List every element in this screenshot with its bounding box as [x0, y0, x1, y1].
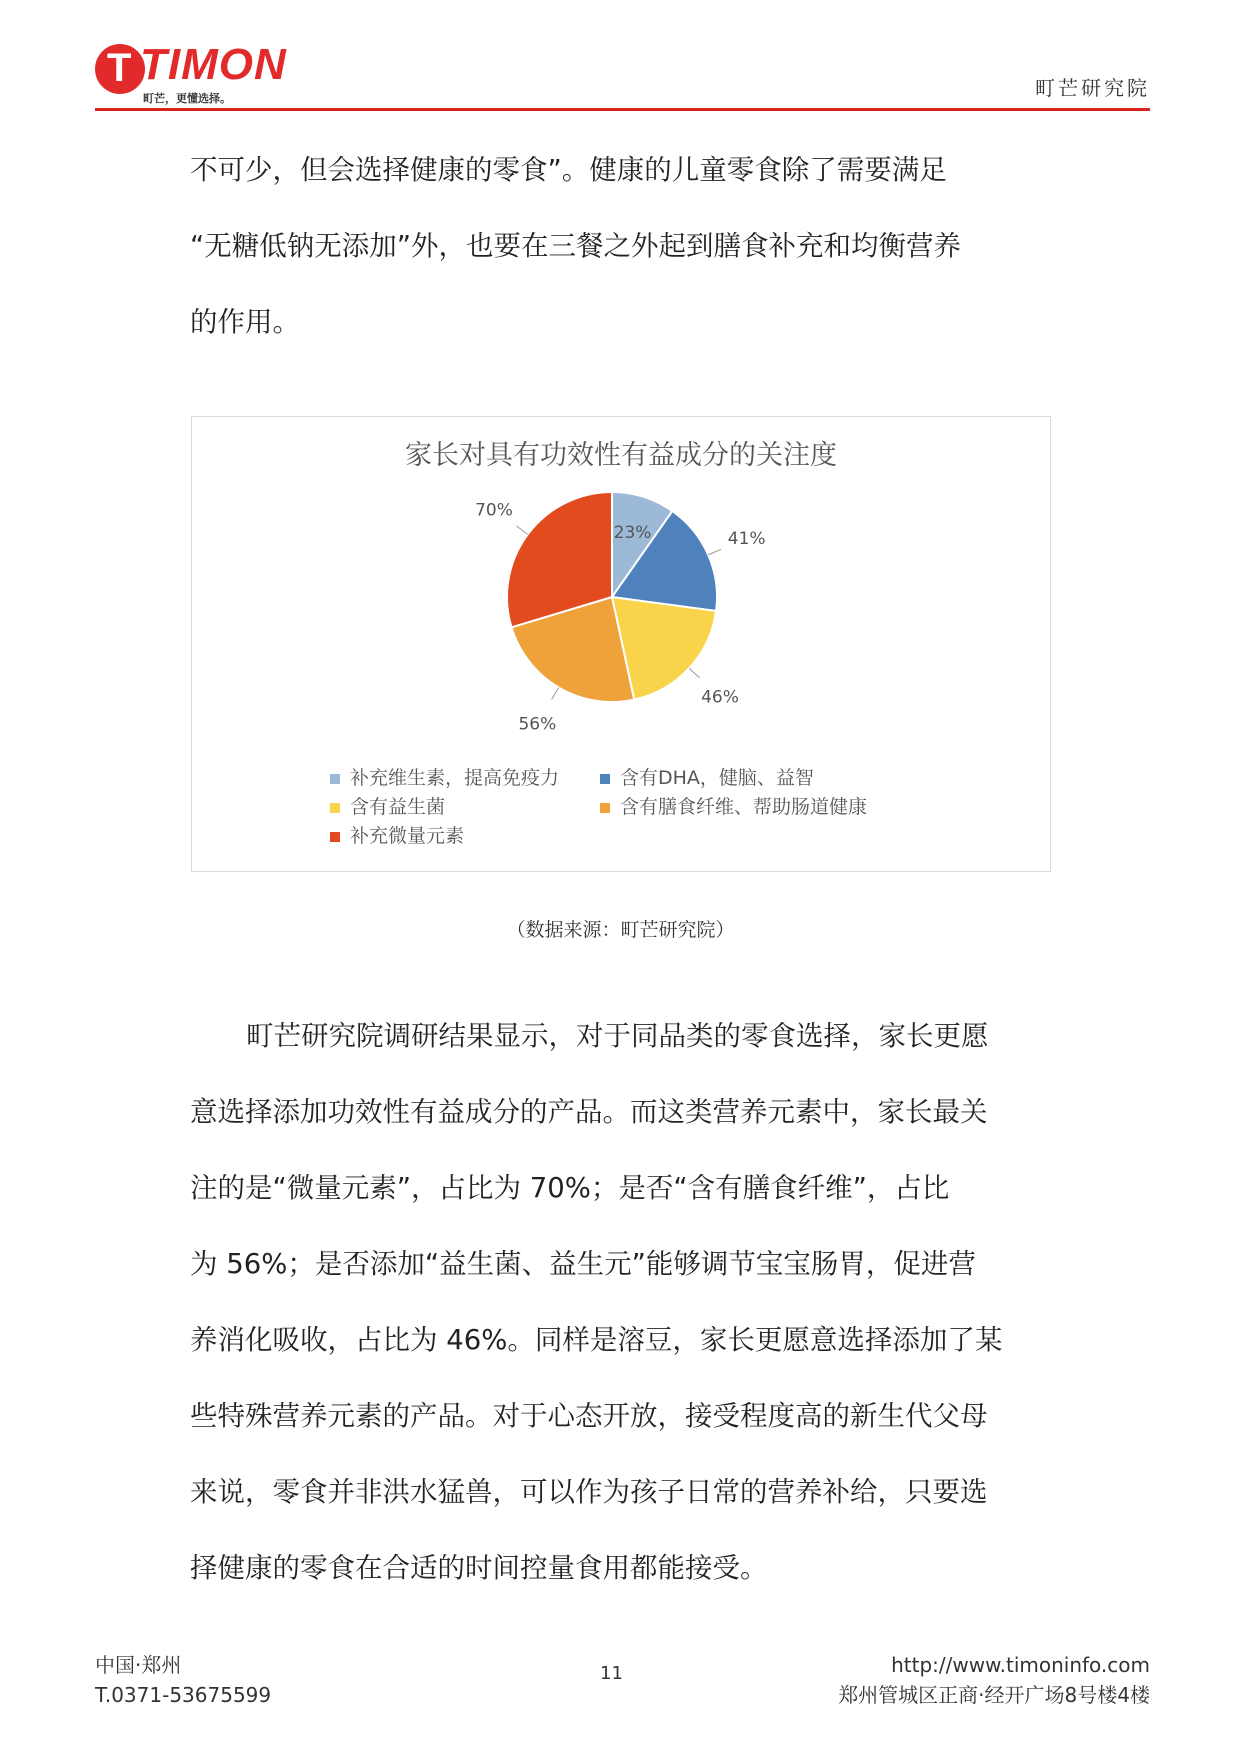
chart-title: 家长对具有功效性有益成分的关注度 — [405, 440, 837, 471]
legend-label: 含有益生菌 — [350, 796, 446, 818]
footer-city: 中国·郑州 — [95, 1653, 182, 1677]
leader-line — [708, 549, 721, 555]
legend-item — [330, 821, 464, 848]
slice-label: 41% — [727, 529, 766, 550]
pie-chart — [191, 416, 1051, 872]
legend-item — [600, 792, 867, 819]
org-name: 町芒研究院 — [1035, 76, 1150, 100]
text-line: 些特殊营养元素的产品。对于心态开放，接受程度高的新生代父母 — [190, 1400, 988, 1432]
intro-paragraph — [190, 132, 1060, 360]
leader-line — [552, 687, 559, 699]
legend-label: 补充微量元素 — [350, 825, 465, 847]
text-line: 为 56%；是否添加“益生菌、益生元”能够调节宝宝肠胃，促进营 — [190, 1248, 976, 1280]
page-number: 11 — [600, 1663, 623, 1684]
leader-line — [516, 526, 527, 534]
footer-phone: T.0371-53675599 — [95, 1683, 272, 1707]
text-line: 来说，零食并非洪水猛兽，可以作为孩子日常的营养补给，只要选 — [190, 1476, 988, 1508]
slice-label: 70% — [475, 500, 513, 521]
header-divider — [95, 108, 1150, 111]
slice-label: 56% — [518, 714, 557, 735]
legend-swatch-icon — [600, 803, 610, 813]
legend-label: 含有膳食纤维、帮助肠道健康 — [620, 796, 868, 818]
legend-item — [330, 763, 559, 790]
text-line: 不可少，但会选择健康的零食”。健康的儿童零食除了需要满足 — [190, 154, 947, 186]
page-header — [95, 40, 1150, 115]
legend-swatch-icon — [330, 803, 340, 813]
timon-logo — [95, 40, 295, 110]
logo-slogan: 町芒，更懂选择。 — [143, 92, 231, 105]
footer-street-address: 郑州管城区正商·经开广场8号楼4楼 — [838, 1683, 1150, 1707]
text-line: 养消化吸收，占比为 46%。同样是溶豆，家长更愿意选择添加了某 — [190, 1324, 1003, 1356]
footer-contact — [95, 1650, 271, 1710]
footer-address — [838, 1650, 1150, 1710]
legend-label: 含有DHA，健脑、益智 — [620, 767, 814, 789]
text-line: “无糖低钠无添加”外，也要在三餐之外起到膳食补充和均衡营养 — [190, 230, 961, 262]
legend-label: 补充维生素，提高免疫力 — [350, 767, 560, 789]
leader-line — [689, 668, 699, 677]
text-line: 注的是“微量元素”，占比为 70%；是否“含有膳食纤维”，占比 — [190, 1172, 950, 1204]
text-line: 意选择添加功效性有益成分的产品。而这类营养元素中，家长最关 — [190, 1096, 988, 1128]
legend-item — [600, 763, 814, 790]
logo-badge-icon: T — [95, 44, 145, 94]
text-line: 町芒研究院调研结果显示，对于同品类的零食选择，家长更愿 — [246, 1020, 989, 1052]
legend-swatch-icon — [330, 832, 340, 842]
legend-swatch-icon — [330, 774, 340, 784]
footer-url[interactable]: http://www.timoninfo.com — [891, 1653, 1150, 1677]
logo-text: TIMON — [140, 40, 287, 89]
legend-item — [330, 792, 445, 819]
text-line: 的作用。 — [190, 306, 300, 338]
slice-label: 46% — [701, 687, 739, 708]
slice-label: 23% — [613, 522, 652, 543]
text-line: 择健康的零食在合适的时间控量食用都能接受。 — [190, 1552, 768, 1584]
legend-swatch-icon — [600, 774, 610, 784]
body-paragraph — [190, 998, 1060, 1606]
chart-caption: （数据来源：町芒研究院） — [506, 919, 735, 941]
